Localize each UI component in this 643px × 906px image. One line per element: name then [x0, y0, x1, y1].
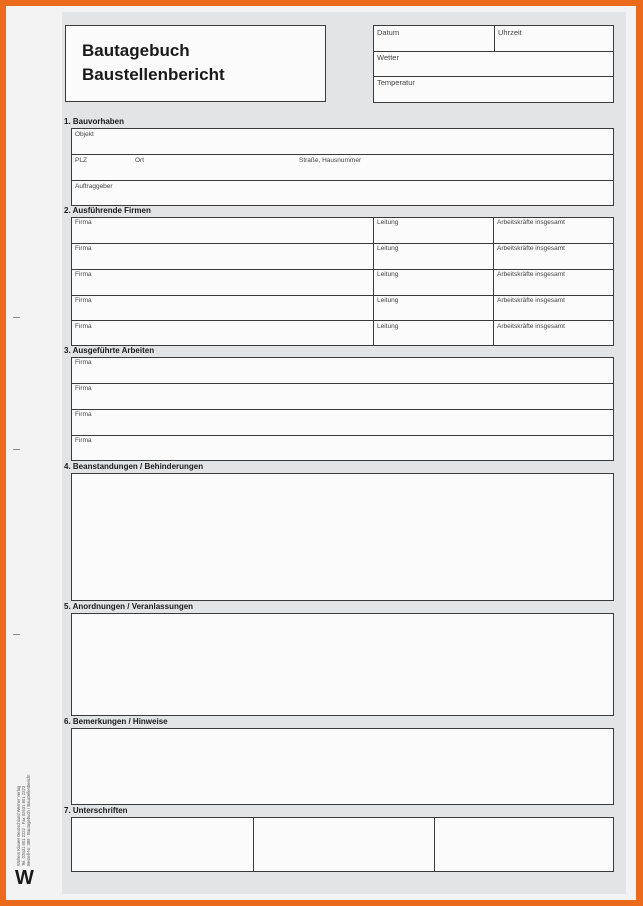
- bemerkungen-area[interactable]: [71, 728, 614, 805]
- firma-field[interactable]: Firma: [75, 219, 92, 226]
- imprint-line: Bestell-Nr. 389 · Bautagebuch / Baustellenbericht: [26, 774, 31, 866]
- section-7-heading: 7. Unterschriften: [64, 806, 128, 815]
- uhrzeit-field[interactable]: Uhrzeit: [498, 28, 522, 37]
- arbeitskraefte-field[interactable]: Arbeitskräfte insgesamt: [497, 323, 565, 330]
- publisher-logo: W: [15, 867, 34, 889]
- fold-mark: [13, 634, 20, 635]
- leitung-field[interactable]: Leitung: [377, 245, 399, 252]
- wetter-field[interactable]: Wetter: [377, 53, 399, 62]
- fold-mark: [13, 449, 20, 450]
- section-5-heading: 5. Anordnungen / Veranlassungen: [64, 602, 194, 611]
- arbeitskraefte-field[interactable]: Arbeitskräfte insgesamt: [497, 219, 565, 226]
- section-3-heading: 3. Ausgeführte Arbeiten: [64, 346, 155, 355]
- header-info-box: [373, 25, 614, 103]
- firma-field[interactable]: Firma: [75, 297, 92, 304]
- signature-field[interactable]: [254, 818, 434, 872]
- anordnungen-area[interactable]: [71, 613, 614, 716]
- signature-field[interactable]: [435, 818, 614, 872]
- title-box: [65, 25, 326, 102]
- form-title: Bautagebuch: [82, 41, 190, 60]
- section-1-heading: 1. Bauvorhaben: [64, 117, 125, 126]
- firmen-table: [71, 217, 614, 346]
- section-2-heading: 2. Ausführende Firmen: [64, 206, 151, 215]
- leitung-field[interactable]: Leitung: [377, 271, 399, 278]
- form-subtitle: Baustellenbericht: [82, 65, 225, 84]
- leitung-field[interactable]: Leitung: [377, 297, 399, 304]
- arbeitskraefte-field[interactable]: Arbeitskräfte insgesamt: [497, 271, 565, 278]
- signature-field[interactable]: [72, 818, 253, 872]
- form-sheet: [62, 12, 626, 894]
- section-4-heading: 4. Beanstandungen / Behinderungen: [64, 462, 204, 471]
- imprint-line: Wolters Kluwer Deutschland Werner Verlag: [16, 785, 21, 866]
- leitung-field[interactable]: Leitung: [377, 323, 399, 330]
- firma-field[interactable]: Firma: [75, 245, 92, 252]
- firma-field[interactable]: Firma: [75, 323, 92, 330]
- firma-field[interactable]: Firma: [75, 271, 92, 278]
- strasse-field[interactable]: Straße, Hausnummer: [299, 157, 362, 164]
- leitung-field[interactable]: Leitung: [377, 219, 399, 226]
- arbeitskraefte-field[interactable]: Arbeitskräfte insgesamt: [497, 245, 565, 252]
- fold-mark: [13, 317, 20, 318]
- datum-field[interactable]: Datum: [377, 28, 400, 37]
- imprint-line: Tel. 02631 801 2222 · Fax 02631 801 2223: [21, 785, 26, 866]
- firma-field[interactable]: Firma: [75, 437, 92, 444]
- bauvorhaben-table: [71, 128, 614, 206]
- unterschriften-table: [71, 817, 614, 872]
- ort-field[interactable]: Ort: [135, 157, 145, 164]
- plz-field[interactable]: PLZ: [75, 157, 87, 164]
- temperatur-field[interactable]: Temperatur: [377, 78, 415, 87]
- beanstandungen-area[interactable]: [71, 473, 614, 601]
- firma-field[interactable]: Firma: [75, 359, 92, 366]
- firma-field[interactable]: Firma: [75, 411, 92, 418]
- objekt-field[interactable]: Objekt: [75, 131, 94, 138]
- firma-field[interactable]: Firma: [75, 385, 92, 392]
- auftraggeber-field[interactable]: Auftraggeber: [75, 183, 113, 190]
- publisher-imprint: [16, 716, 56, 866]
- arbeiten-table: [71, 357, 614, 461]
- arbeitskraefte-field[interactable]: Arbeitskräfte insgesamt: [497, 297, 565, 304]
- section-6-heading: 6. Bemerkungen / Hinweise: [64, 717, 168, 726]
